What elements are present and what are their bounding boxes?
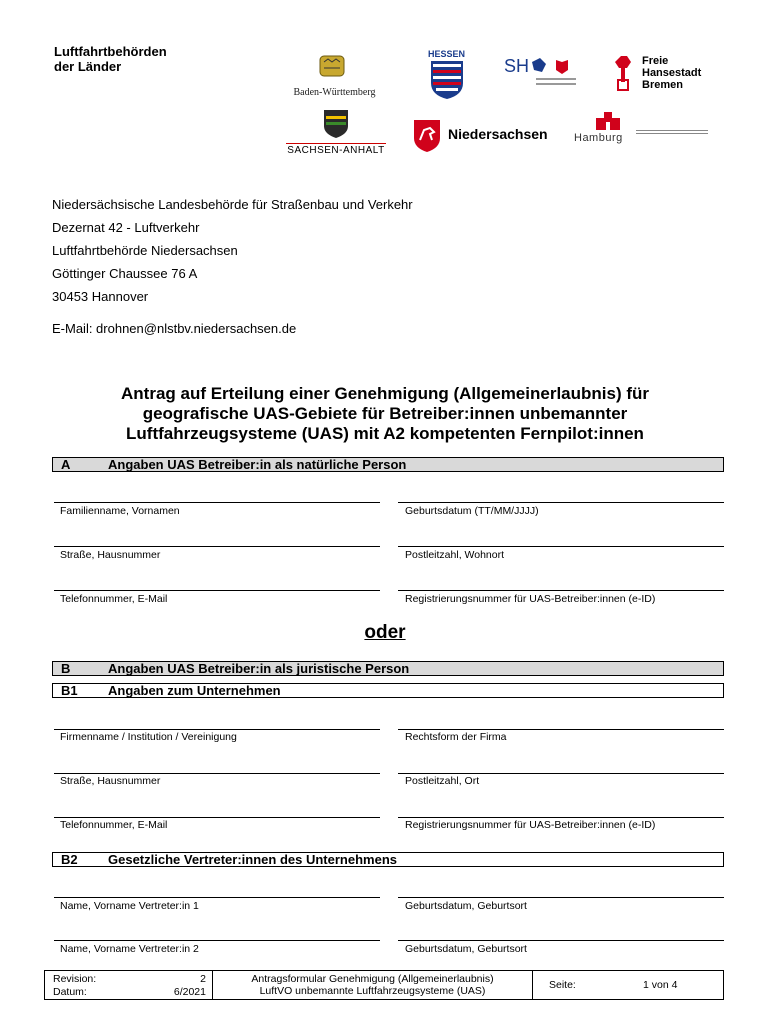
logo-sachsen-anhalt: SACHSEN-ANHALT xyxy=(286,108,386,156)
field-b1-phone-line[interactable] xyxy=(54,817,380,818)
field-a-name-label: Familienname, Vornamen xyxy=(60,505,180,517)
authority-heading xyxy=(54,44,167,74)
form-title xyxy=(40,384,730,444)
footer-revision-cell: Revision: 2 Datum: 6/2021 xyxy=(45,971,213,999)
address-line-5: 30453 Hannover xyxy=(52,289,149,304)
field-b2-rep2-line[interactable] xyxy=(54,940,380,941)
authority-line-1: Luftfahrtbehörden xyxy=(54,44,167,59)
field-a-regnr-line[interactable] xyxy=(398,590,724,591)
title-line-3: Luftfahrzeugsysteme (UAS) mit A2 kompetenten Fernpilot:innen xyxy=(126,424,644,443)
field-a-name-line[interactable] xyxy=(54,502,380,503)
field-b1-legal-label: Rechtsform der Firma xyxy=(405,731,507,743)
sh-lions-icon xyxy=(528,56,588,90)
address-line-2: Dezernat 42 - Luftverkehr xyxy=(52,220,200,235)
bw-crest-icon xyxy=(282,52,387,82)
field-b1-zip-line[interactable] xyxy=(398,773,724,774)
title-line-1: Antrag auf Erteilung einer Genehmigung (Allgemeinerlaubnis) für xyxy=(121,384,649,403)
logo-bremen xyxy=(612,54,712,94)
field-b1-street-label: Straße, Hausnummer xyxy=(60,775,161,787)
address-line-4: Göttinger Chaussee 76 A xyxy=(52,266,198,281)
logo-hamburg: Hamburg xyxy=(574,110,714,150)
bremen-line-1: Freie xyxy=(642,55,669,67)
field-b1-regnr-label: Registrierungsnummer für UAS-Betreiber:innen (e-ID) xyxy=(405,819,656,831)
field-a-zip-label: Postleitzahl, Wohnort xyxy=(405,549,505,561)
section-a-header: A Angaben UAS Betreiber:in als natürliche Person xyxy=(52,457,724,472)
hamburg-subtext xyxy=(636,130,708,134)
field-b1-street-line[interactable] xyxy=(54,773,380,774)
field-b1-legal-line[interactable] xyxy=(398,729,724,730)
address-line-1: Niedersächsische Landesbehörde für Straßenbau und Verkehr xyxy=(52,197,413,212)
field-a-street-label: Straße, Hausnummer xyxy=(60,549,161,561)
bremen-line-2: Hansestadt xyxy=(642,67,702,79)
logo-niedersachsen: Niedersachsen xyxy=(412,118,552,152)
field-b2-birth2-label: Geburtsdatum, Geburtsort xyxy=(405,943,527,955)
field-b1-phone-label: Telefonnummer, E-Mail xyxy=(60,819,168,831)
footer-table xyxy=(44,970,724,1000)
oder-separator: oder xyxy=(364,622,406,643)
logo-baden-wuerttemberg: Baden-Württemberg xyxy=(282,52,387,92)
field-b2-birth2-line[interactable] xyxy=(398,940,724,941)
footer-doc-cell: Antragsformular Genehmigung (Allgemeinerlaubnis) LuftVO unbemannte Luftfahrzeugsysteme (UAS) xyxy=(213,971,533,999)
address-line-3: Luftfahrtbehörde Niedersachsen xyxy=(52,243,238,258)
section-b1-header: B1 Angaben zum Unternehmen xyxy=(52,683,724,698)
field-b1-regnr-line[interactable] xyxy=(398,817,724,818)
bremen-line-3: Bremen xyxy=(642,79,683,91)
field-a-street-line[interactable] xyxy=(54,546,380,547)
title-line-2: geografische UAS-Gebiete für Betreiber:innen unbemannter xyxy=(142,404,628,423)
field-b2-rep2-label: Name, Vorname Vertreter:in 2 xyxy=(60,943,199,955)
field-b2-birth1-label: Geburtsdatum, Geburtsort xyxy=(405,900,527,912)
hessen-lion-icon xyxy=(428,59,466,101)
field-a-phone-label: Telefonnummer, E-Mail xyxy=(60,593,168,605)
bremen-key-icon xyxy=(612,54,636,94)
field-a-regnr-label: Registrierungsnummer für UAS-Betreiber:innen (e-ID) xyxy=(405,593,656,605)
logo-hessen: HESSEN xyxy=(428,49,470,99)
field-b1-zip-label: Postleitzahl, Ort xyxy=(405,775,480,787)
section-b-header: B Angaben UAS Betreiber:in als juristische Person xyxy=(52,661,724,676)
niedersachsen-horse-icon xyxy=(412,118,442,152)
authority-line-2: der Länder xyxy=(54,59,122,74)
field-b1-company-label: Firmenname / Institution / Vereinigung xyxy=(60,731,237,743)
field-a-zip-line[interactable] xyxy=(398,546,724,547)
field-b2-rep1-label: Name, Vorname Vertreter:in 1 xyxy=(60,900,199,912)
section-b2-header: B2 Gesetzliche Vertreter:innen des Unternehmens xyxy=(52,852,724,867)
logo-schleswig-holstein: SH xyxy=(504,56,588,92)
field-a-phone-line[interactable] xyxy=(54,590,380,591)
hamburg-castle-icon xyxy=(588,110,628,132)
field-b1-company-line[interactable] xyxy=(54,729,380,730)
field-b2-rep1-line[interactable] xyxy=(54,897,380,898)
field-a-birth-line[interactable] xyxy=(398,502,724,503)
sachsen-anhalt-crest-icon xyxy=(286,108,386,138)
field-a-birth-label: Geburtsdatum (TT/MM/JJJJ) xyxy=(405,505,539,517)
field-b2-birth1-line[interactable] xyxy=(398,897,724,898)
address-email: E-Mail: drohnen@nlstbv.niedersachsen.de xyxy=(52,321,297,336)
footer-page-cell: Seite: 1 von 4 xyxy=(549,979,678,991)
